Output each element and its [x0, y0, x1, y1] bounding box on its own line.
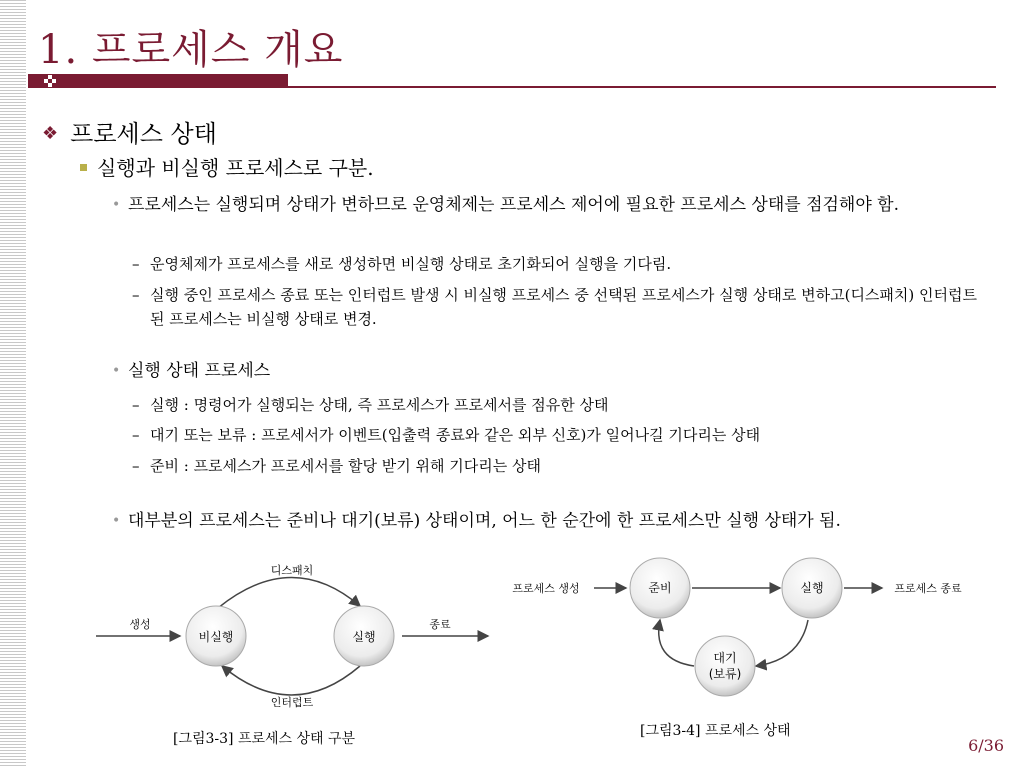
node-run-label: 실행	[800, 581, 824, 595]
sub-bullet-1-1: – 운영체제가 프로세스를 새로 생성하면 비실행 상태로 초기화되어 실행을 기다림.	[132, 255, 672, 273]
create-label: 프로세스 생성	[512, 582, 580, 595]
create-label: 생성	[129, 618, 151, 631]
subheading: 실행과 비실행 프로세스로 구분.	[80, 152, 374, 181]
sub-bullet-2-2: – 대기 또는 보류 : 프로세서가 이벤트(입출력 종료와 같은 외부 신호)가 일어나길 기다리는 상태	[132, 426, 761, 444]
square-bullet-icon	[80, 164, 87, 171]
end-label: 종료	[429, 618, 451, 631]
bullet-1: • 프로세스는 실행되며 상태가 변하므로 운영체제는 프로세스 제어에 필요한 프로세스 상태를 점검해야 함.	[128, 192, 948, 218]
figure-3-4-caption: [그림3-4] 프로세스 상태	[640, 723, 791, 739]
bullet-2: • 실행 상태 프로세스	[128, 358, 948, 384]
sub-bullet-2-3: – 준비 : 프로세스가 프로세서를 할당 받기 위해 기다리는 상태	[132, 457, 541, 475]
dot-bullet-icon: •	[112, 197, 121, 213]
diamond-bullet-icon: ❖	[42, 123, 59, 144]
node-wait-label-2: (보류)	[708, 667, 742, 681]
interrupt-label: 인터럽트	[270, 696, 314, 709]
left-stripe-decoration	[0, 0, 26, 768]
run-to-wait-arrow	[756, 620, 808, 666]
diamond-ornament-icon	[44, 75, 56, 87]
node-wait	[695, 636, 755, 696]
interrupt-arrow	[222, 666, 360, 695]
figure-3-4-diagram	[500, 548, 980, 718]
dispatch-arrow	[218, 577, 360, 608]
wait-to-ready-arrow	[659, 620, 694, 666]
page-number: 6/36	[968, 736, 1004, 755]
heading-process-state: ❖ 프로세스 상태	[42, 120, 217, 148]
slide-title: 1. 프로세스 개요	[38, 27, 344, 73]
node-ready-label: 준비	[648, 581, 672, 595]
sub-bullet-2-1: – 실행 : 명령어가 실행되는 상태, 즉 프로세스가 프로세서를 점유한 상태	[132, 396, 609, 414]
dot-bullet-icon: •	[112, 363, 121, 379]
figure-3-3-diagram	[92, 556, 502, 726]
dot-bullet-icon: •	[112, 513, 121, 529]
node-run-label: 실행	[352, 630, 376, 644]
bullet-3: • 대부분의 프로세스는 준비나 대기(보류) 상태이며, 어느 한 순간에 한 프로세스만 실행 상태가 됨.	[128, 508, 958, 534]
end-label: 프로세스 종료	[894, 582, 962, 595]
figure-3-3-caption: [그림3-3] 프로세스 상태 구분	[173, 731, 356, 747]
node-nonrun-label: 비실행	[198, 630, 234, 644]
node-wait-label: 대기	[713, 651, 737, 665]
sub-bullet-1-2: – 실행 중인 프로세스 종료 또는 인터럽트 발생 시 비실행 프로세스 중 선택된 프로세스가 실행 상태로 변하고(디스패치) 인터럽트 된 프로세스는 비실행 상태로 변경.	[132, 286, 977, 328]
title-rule-thin	[28, 86, 996, 88]
dispatch-label: 디스패치	[270, 564, 314, 577]
